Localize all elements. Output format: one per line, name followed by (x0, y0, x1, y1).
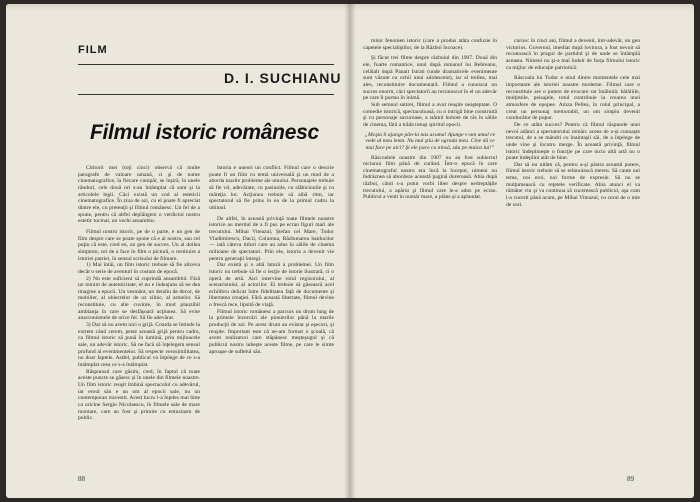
page-number-left: 88 (78, 475, 85, 483)
paragraph: Istoria e uneori un conflict. Filmul care o descrie poate fi un film cu temă universală şi un mod de a aborda marile probleme ale omului. Personajele trebuie să fie vii, adevărate, cu pasiunile, cu slăbiciunile şi cu măreţia lor. Acţiunea trebuie să aibă ritm, iar spectatorul să fie prins în ea de la primul cadru la ultimul. (209, 165, 334, 211)
right-column-1 (363, 38, 497, 468)
header-rule-bottom (78, 94, 334, 95)
paragraph: Şi făcut trei filme despre războiul din 1907. Două din ele, foarte romantice, unul după romanul lui Rebreanu, celălalt după Panait Istrati (unde dramaticele evenimente sunt văzute cu ochii unui adolescent), iar al treilea, mai ales, reconstituire documentară. Filmul a cunoscut un succes enorm, câci spectatorii au recunoscut în el un adevăr pe care îl purtau în inimă. (363, 55, 497, 102)
open-book (6, 4, 694, 498)
right-column-2 (506, 38, 640, 468)
paragraph: Răspunsul care găsim, cred, în faptul că toate aceste puncte se găsesc şi în unele din filmele noastre. Un film istoric reuşit îmbină spectacolul cu adevărul, iar eroul său e un om al epocii sale, nu un contemporan travestit. Acest lucru l-a înţeles mai bine ca oricine Sergiu Nicolaescu, în filmele sale de mare montare, care au fost şi primite cu entuziasm de public. (78, 368, 200, 422)
paragraph: Dar să nu uităm că, pentru a-şi păstra această putere, filmul istoric trebuie să se reînnoiască mereu. Să caute noi teme, noi eroi, noi forme de expresie. Să nu se mulţumească cu reţetele verificate. Abia atunci el va rămâne viu şi va continua să cucerească publicul, aşa cum l-a cucerit până acum, pe Mihai Viteazul, cu cerul de o mie de sori. (506, 161, 640, 208)
section-label: FILM (78, 44, 108, 56)
paragraph: 3) Dar să nu avem nici o grijă. Coarda se întinde la extrem când cerem, peste această grijă pentru cadru, ca filmul istoric să pună în lumină, prin mijloacele sale, un adevăr istoric. Să ne facă să înţelegem sensul profund al evenimentelor. Să respecte verosimilitatea, nu doar faptele. Astfel, publicul va înţelege de ce s-a întâmplat ceea ce s-a întâmplat. (78, 322, 200, 369)
article-title: Filmul istoric românesc (90, 121, 319, 144)
right-page (351, 4, 694, 498)
quoted-verse: „Moşia îi ajunge pân-la nas acuma! Ajunge v-am umul ce vede al meu lemn. Nu mai ştiu de ograda mea. Cine dă ce mai face pe aici? Şi ele pace ca ninsă, zău pe muica lui!” (364, 131, 496, 151)
left-column-1 (78, 165, 200, 465)
paragraph: De altfel, în această privinţă toate filmele noastre istorice au meritul de a fi pus pe ecran figuri mari ale trecutului. Mihai Viteazul, Ştefan cel Mare, Tudor Vladimirescu, Dacii, Columna, Răzbunarea haiducilor — iată câteva titluri care au adus în sălile de cinema milioane de spectatori. Prin ele, istoria a devenit vie pentru generaţii întregi. (209, 215, 334, 262)
paragraph: De ce atâta succes? Pentru că filmul răspunde unei nevoi adânci a spectatorului român: aceea de a-şi cunoaşte trecutul, de a se mândri cu înaintaşii săi, de a înţelege de unde vine şi încotro merge. În această privinţă, filmul istoric îndeplineşte o funcţie pe care nicio altă artă nu o poate îndeplini atât de bine. (506, 121, 640, 162)
paragraph: 1) Mai întâi, un film istoric trebuie să fie altceva decât o serie de aventuri în costum de epocă. (78, 262, 200, 275)
paragraph: mitor fenomen istoric (care a produs atâta confuzie în capetele specialiştilor, de la Război încoace). (363, 38, 497, 51)
left-column-2 (209, 165, 334, 465)
paragraph: Răscoalele noastre din 1907 nu au fost subiectul niciunui film până de curând. Într-o epocă în care cinematograful nostru era încă la început, nimeni nu îndrăznea să abordeze această pagină dureroasă. Abia după război, când s-a putut vorbi liber despre nedreptăţile trecutului, a apărut şi filmul care le-a adus pe ecran. Publicul a venit în număr mare, a plâns şi a aplaudat. (363, 154, 497, 201)
paragraph: Filmul nostru istoric, pe de o parte, e un gen de film despre care se poate spune că e al nostru, sau cel puţin că este, cred eu, un gen de succes. Un al doilea simptom, cel de a face în film o pictură, o restituire a istoriei patriei, în sensul scrisului de filmare. (78, 228, 200, 262)
paragraph: Sub semnul satirei, filmul a avut reuşite neaşteptate. O comedie istorică, spectaculoasă, cu o intrigă bine construită şi cu personaje savuroase, a stârnit hohote de râs în sălile de cinema, fără a trăda totuşi spiritul epocii. (363, 101, 497, 128)
paragraph: Dar există şi o altă latură a problemei. Un film istoric nu trebuie să fie o lecţie de istorie ilustrată, ci o operă de artă. Aici intervine rolul regizorului, al scenaristului, al actorilor. Ei trebuie să găsească acel echilibru delicat între fidelitatea faţă de documente şi libertatea creaţiei. Fără această libertate, filmul devine o frescă rece, lipsită de viaţă. (209, 262, 334, 309)
article-author: D. I. SUCHIANU (224, 70, 342, 86)
paragraph: Filmul istoric românesc a parcurs un drum lung de la primele încercări ale pionierilor până la marile producţii de azi. Pe acest drum au existat şi eşecuri, şi reuşite. Important este că ne-am format o şcoală, că avem realizatori care stăpânesc meşteşugul şi că publicul nostru iubeşte aceste filme, pe care le simte aproape de sufletul său. (209, 308, 334, 355)
paragraph: 2) Nu este suficient să cuprindă ansamblul. Fără un minim de autenticitate, el nu e îndeajuns să ne dea imagine a epocii. Un vesmânt, un detaliu de decor, de mobilier, al obiectelor de uz zilnic, al armelor. Să reconstituie, cu alte cuvinte, în mod plauzibil ambianţa în care se desfăşoară acţiunea. Să evite anacronismele de orice fel. Să fie adevărat. (78, 275, 200, 322)
page-number-right: 89 (627, 475, 634, 483)
header-rule-top (78, 64, 334, 65)
left-page (6, 4, 349, 498)
paragraph: Răscoala lui Tudor e unul dintre momentele cele mai importante ale istoriei noastre moderne. Filmul care o reconstituie are o putere de evocare rar întâlnită: bătăliile, mulţimile, peisajele, totul contribuie la crearea unei atmosfere de epopee. Amza Pellea, în rolul principal, a creat un personaj memorabil, un om simplu devenit conducător de popor. (506, 75, 640, 122)
paragraph: curios: în cinci ani, filmul a devenit, într-adevăr, un gen victorios. Guvernul, imediat după lovitura, a fost nevoit să recunoască în pragul de partidul şi de unde se întâmplă aceasta. Nimeni nu şi-a mai îndoit de forţa filmului istoric ca mijloc de educaţie patriotică. (506, 38, 640, 71)
paragraph: Cititorii mei (toţi cinci) observă că multe paragrafe de valoare umană, ci şi de nume cinematografice, la fiecare cumpăr, se înşiră, în unele rânduri, cele două ori s-au întâmplat că sunt şi la articolele legii. Câci există un cod al esteticii cinematografice. În ziua de azi, cu el poate fi apreciat dintre ele, cu pretenţii şi filmul românesc. Un fel de a spune, pentru că altfel deplângem o verdictul nostru estetic tocmai, un vechi ansamblu. (78, 165, 200, 225)
